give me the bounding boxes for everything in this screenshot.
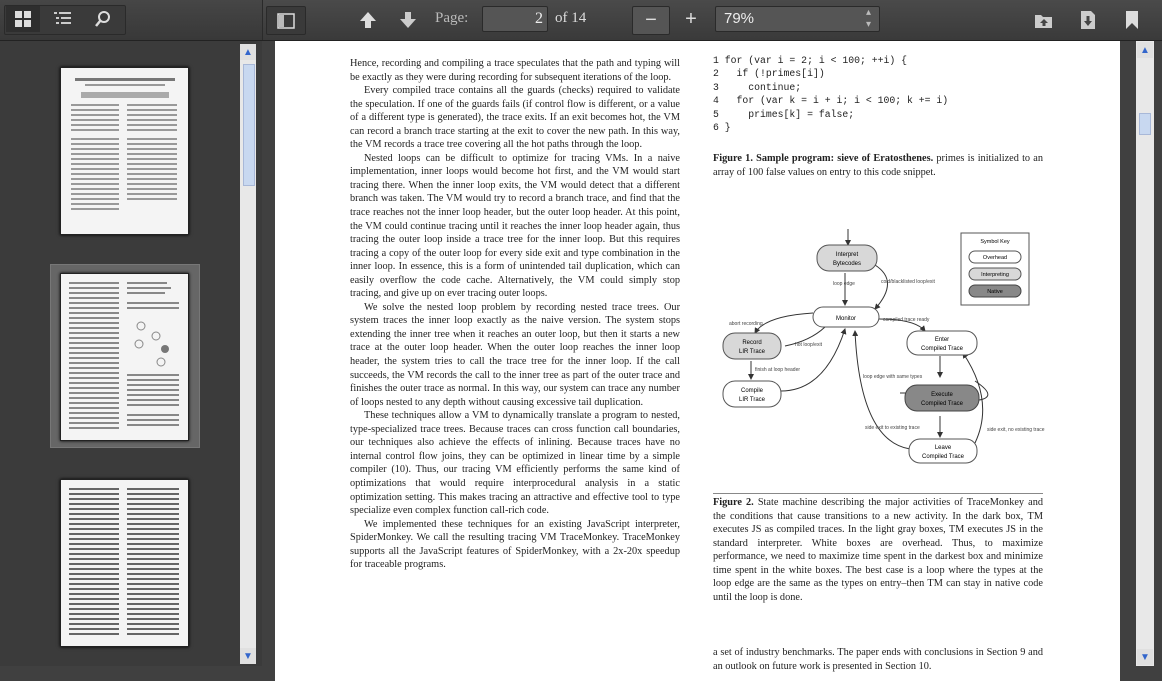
node-record-sub: LIR Trace: [738, 349, 766, 355]
right-column-text: a set of industry benchmarks. The paper ends with conclusions in Section 9 and an outlook on future work is presented in Section 10.: [713, 647, 1043, 672]
left-text-column: [350, 57, 680, 572]
figure-2-text: State machine describing the major activities of TraceMonkey and the conditions that cause transitions to a new activity. In the dark box, TM executes JS as compiled traces. In the light gray boxes, TM executes JS in the standard interpreter. White boxes are overhead. Thus, to maximize performance, we need to maximize time spent in the darkest box and minimize time spent in the white boxes. The best case is a loop where the types at the loop edge are the same as the types on entry–then TM can stay in native code until the loop is done.: [713, 497, 1043, 603]
thumbnail-content: [61, 274, 188, 440]
sidebar-scroll-thumb[interactable]: [243, 64, 255, 186]
paragraph: We solve the nested loop problem by recording nested trace trees. Our system traces the inner loop exactly as the naive version. The system stops extending the inner tree when it reaches an outer loop, but then it starts a new trace at the outer loop header. When the outer loop reaches the inner loop header, the system tries to call the trace tree for the inner loop. If the call succeeds, the VM records the call to the inner tree as part of the outer trace and finishes the outer trace as normal. In this way, our system can trace any number of loops nested to any depth without causing excessive tail duplication.: [350, 301, 680, 408]
symbol-key-title: Symbol Key: [980, 239, 1010, 245]
page-total: of 14: [555, 10, 587, 26]
label-abort-recording: abort recording: [729, 321, 763, 327]
sidebar-toolbar: [0, 0, 263, 40]
node-enter: Enter: [934, 337, 950, 343]
figure-1-label: Figure 1. Sample program: sieve of Eratosthenes.: [713, 153, 934, 164]
zoom-in-button[interactable]: +: [685, 8, 697, 30]
next-page-button[interactable]: [392, 6, 424, 33]
page-thumbnail-2[interactable]: [60, 273, 189, 441]
paragraph: Nested loops can be difficult to optimize for tracing VMs. In a naive implementation, inner loops would become hot first, and the VM would start tracing there. When the inner loop exits, the VM would detect that a different branch was taken. The VM would try to record a branch trace, and find that the trace reaches not the inner loop header, but the outer loop header. At this point, the VM could continue tracing until it reaches the inner loop header again, thus tracing the outer loop inside a trace tree for the inner loop. But this requires tracing a copy of the outer loop for every side exit and type combination in the inner loop. In essence, this is a form of unintended tail duplication, which can easily overflow the code cache. Alternatively, the VM could simply stop tracing, and give up on ever tracing outer loops.: [350, 152, 680, 300]
node-execute-sub: Compiled Trace: [920, 401, 964, 407]
node-compile: Compile: [740, 388, 764, 394]
pdf-page: [275, 41, 1120, 681]
bookmark-button[interactable]: [1118, 6, 1146, 33]
label-finish-loop: finish at loop header: [755, 367, 801, 373]
node-interpret: Interpret: [835, 252, 859, 258]
document-scrollbar[interactable]: [1136, 41, 1154, 666]
label-loop-edge: loop edge: [833, 281, 855, 287]
sidebar-scrollbar[interactable]: [240, 44, 256, 664]
figure-2-label: Figure 2.: [713, 497, 754, 508]
scroll-up-icon[interactable]: ▲: [1137, 42, 1153, 58]
scroll-up-icon[interactable]: ▲: [240, 44, 256, 60]
node-leave: Leave: [934, 445, 952, 451]
paragraph: Every compiled trace contains all the guards (checks) required to validate the speculation. If one of the guards fails (if control flow is different, or a value of a different type is generated), the trace exits. If an exit becomes hot, the VM can record a branch trace starting at the exit to cover the new path. In this way, the VM records a trace tree covering all the hot paths through the loop.: [350, 85, 680, 151]
key-overhead: Overhead: [982, 255, 1008, 261]
zoom-out-button[interactable]: −: [632, 6, 670, 35]
page-number-input[interactable]: 2: [482, 6, 548, 32]
document-viewer[interactable]: [263, 41, 1162, 672]
scroll-down-icon[interactable]: ▼: [1137, 649, 1153, 665]
label-side-exit-existing: side exit to existing trace: [865, 425, 920, 431]
thumbnails-button[interactable]: [6, 6, 40, 32]
node-compile-sub: LIR Trace: [738, 397, 766, 403]
node-monitor: Monitor: [835, 316, 857, 322]
thumbnail-content: [61, 68, 188, 234]
toolbar: [0, 0, 1162, 41]
paragraph: We implemented these techniques for an existing JavaScript interpreter, SpiderMonkey. We call the resulting tracing VM TraceMonkey. TraceMonkey supports all the JavaScript features of SpiderMonkey, with a 2x-20x speedup for traceable programs.: [350, 518, 680, 571]
state-machine-diagram: [715, 221, 1045, 471]
arrow-up-icon: [359, 10, 377, 30]
select-arrows-icon: ▴ ▾: [865, 7, 871, 30]
download-icon: [1079, 10, 1097, 30]
key-native: Native: [987, 289, 1003, 295]
label-hot-loop-exit: hot loop/exit: [795, 342, 822, 348]
search-icon: [94, 10, 112, 28]
node-leave-sub: Compiled Trace: [921, 454, 965, 460]
zoom-select[interactable]: [715, 6, 880, 32]
figure-2-caption: [713, 496, 1043, 604]
download-button[interactable]: [1074, 6, 1102, 33]
thumbnail-sidebar[interactable]: [0, 41, 262, 666]
document-scroll-thumb[interactable]: [1139, 113, 1151, 135]
paragraph: These techniques allow a VM to dynamically translate a program to nested, type-specialized trace trees. Because traces can cross function call boundaries, our techniques also achieve the effects of inlining. Because traces have no internal control flow joins, they can be optimized in linear time by a simple compiler (10). Thus, our tracing VM efficiently performs the same kind of optimizations that would require interprocedural analysis in a static optimization setting. This makes tracing an attractive and effective tool to type specialize even complex function call-rich code.: [350, 410, 680, 517]
label-compiled-trace-ready: compiled trace ready: [883, 317, 930, 323]
outline-button[interactable]: [46, 6, 80, 32]
zoom-value: 79%: [724, 10, 755, 27]
label-loop-edge-same-types: loop edge with same types: [863, 374, 923, 380]
list-icon: [53, 10, 73, 28]
scroll-down-icon[interactable]: ▼: [240, 648, 256, 664]
label-side-exit-no-trace: side exit, no existing trace: [987, 427, 1045, 433]
page-label: Page:: [435, 10, 469, 26]
arrow-down-icon: [399, 10, 417, 30]
figure-1-caption: [713, 152, 1043, 179]
previous-page-button[interactable]: [352, 6, 384, 33]
paragraph: Hence, recording and compiling a trace speculates that the path and typing will be exactly as they were during recording for subsequent iterations of the loop.: [350, 58, 680, 83]
code-listing: 1 for (var i = 2; i < 100; ++i) { 2 if (!primes[i]) 3 continue; 4 for (var k = i + i; i < 100; k += i) 5 primes[k] = false; 6 }: [713, 55, 949, 134]
open-file-icon: [1034, 11, 1054, 29]
sidebar-toggle-icon: [277, 13, 295, 29]
grid-icon: [14, 10, 32, 28]
search-button[interactable]: [86, 6, 120, 32]
sidebar-toggle-button[interactable]: [266, 6, 306, 35]
node-record: Record: [742, 340, 762, 346]
node-enter-sub: Compiled Trace: [920, 346, 964, 352]
node-execute: Execute: [931, 392, 953, 398]
bookmark-icon: [1125, 10, 1139, 30]
figure-1-text: primes is initialized to an array of 100 false values on entry to this code snippet.: [713, 153, 1043, 178]
key-interpreting: Interpreting: [981, 272, 1009, 278]
page-thumbnail-3[interactable]: [60, 479, 189, 647]
figure-divider: [713, 493, 1043, 494]
label-cold-blacklisted: cold/blacklisted loop/exit: [881, 279, 935, 285]
open-file-button[interactable]: [1030, 6, 1058, 33]
page-thumbnail-1[interactable]: [60, 67, 189, 235]
thumbnail-content: [61, 480, 188, 646]
node-interpret-sub: Bytecodes: [832, 261, 862, 267]
